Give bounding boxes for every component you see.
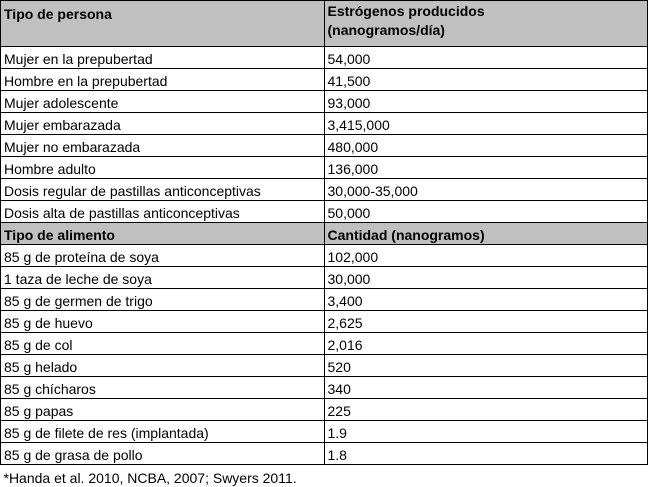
cell-value[interactable]: 3,415,000 [324, 113, 648, 135]
cell-value[interactable]: 54,000 [324, 47, 648, 69]
table-row-person [1, 47, 648, 69]
table-row-food [1, 355, 648, 377]
table-row-person [1, 135, 648, 157]
cell-value[interactable]: 1.8 [324, 443, 648, 465]
footnote-text[interactable]: *Handa et al. 2010, NCBA, 2007; Swyers 2011. [1, 465, 325, 487]
cell-label[interactable]: Hombre en la prepubertad [1, 69, 325, 91]
cell-label[interactable]: Mujer adolescente [1, 91, 325, 113]
table-body [1, 1, 648, 487]
table-row-food [1, 267, 648, 289]
header-cell-person-type[interactable]: Tipo de persona [1, 1, 325, 47]
cell-value[interactable]: 136,000 [324, 157, 648, 179]
table-row-person [1, 69, 648, 91]
cell-value[interactable]: 520 [324, 355, 648, 377]
table-row-food [1, 421, 648, 443]
table-row-person [1, 113, 648, 135]
table-row-person [1, 201, 648, 223]
cell-label[interactable]: 85 g de filete de res (implantada) [1, 421, 325, 443]
cell-value[interactable]: 41,500 [324, 69, 648, 91]
cell-value[interactable]: 30,000-35,000 [324, 179, 648, 201]
cell-label[interactable]: 85 g de grasa de pollo [1, 443, 325, 465]
cell-value[interactable]: 1.9 [324, 421, 648, 443]
cell-value[interactable]: 50,000 [324, 201, 648, 223]
table-row-person [1, 157, 648, 179]
cell-value[interactable]: 2,016 [324, 333, 648, 355]
cell-value[interactable]: 340 [324, 377, 648, 399]
cell-label[interactable]: 85 g de huevo [1, 311, 325, 333]
table-row-food [1, 311, 648, 333]
cell-value[interactable]: 102,000 [324, 245, 648, 267]
cell-label[interactable]: Dosis regular de pastillas anticonceptivas [1, 179, 325, 201]
header-estrogen-line2: (nanogramos/día) [328, 21, 645, 40]
header-row-food [1, 223, 648, 245]
cell-label[interactable]: 85 g de proteína de soya [1, 245, 325, 267]
cell-label[interactable]: 1 taza de leche de soya [1, 267, 325, 289]
cell-label[interactable]: Mujer en la prepubertad [1, 47, 325, 69]
cell-label[interactable]: 85 g de col [1, 333, 325, 355]
header-cell-food-type[interactable]: Tipo de alimento [1, 223, 325, 245]
cell-label[interactable]: 85 g helado [1, 355, 325, 377]
cell-value[interactable]: 30,000 [324, 267, 648, 289]
table-row-food [1, 399, 648, 421]
table-row-food [1, 443, 648, 465]
cell-label[interactable]: Mujer no embarazada [1, 135, 325, 157]
cell-label[interactable]: 85 g chícharos [1, 377, 325, 399]
table-row-food [1, 377, 648, 399]
cell-value[interactable]: 480,000 [324, 135, 648, 157]
header-cell-amount[interactable]: Cantidad (nanogramos) [324, 223, 648, 245]
cell-label[interactable]: Mujer embarazada [1, 113, 325, 135]
header-row-people [1, 1, 648, 47]
table-row-person [1, 179, 648, 201]
cell-label[interactable]: Hombre adulto [1, 157, 325, 179]
header-estrogen-line1: Estrógenos producidos [328, 2, 645, 21]
empty-cell[interactable] [324, 465, 648, 487]
header-cell-estrogen-produced[interactable] [324, 1, 648, 47]
table-row-person [1, 91, 648, 113]
cell-label[interactable]: 85 g papas [1, 399, 325, 421]
footnote-row [1, 465, 648, 487]
cell-value[interactable]: 93,000 [324, 91, 648, 113]
cell-label[interactable]: 85 g de germen de trigo [1, 289, 325, 311]
table-row-food [1, 289, 648, 311]
cell-label[interactable]: Dosis alta de pastillas anticonceptivas [1, 201, 325, 223]
cell-value[interactable]: 2,625 [324, 311, 648, 333]
table-row-food [1, 333, 648, 355]
cell-value[interactable]: 3,400 [324, 289, 648, 311]
cell-value[interactable]: 225 [324, 399, 648, 421]
table-row-food [1, 245, 648, 267]
